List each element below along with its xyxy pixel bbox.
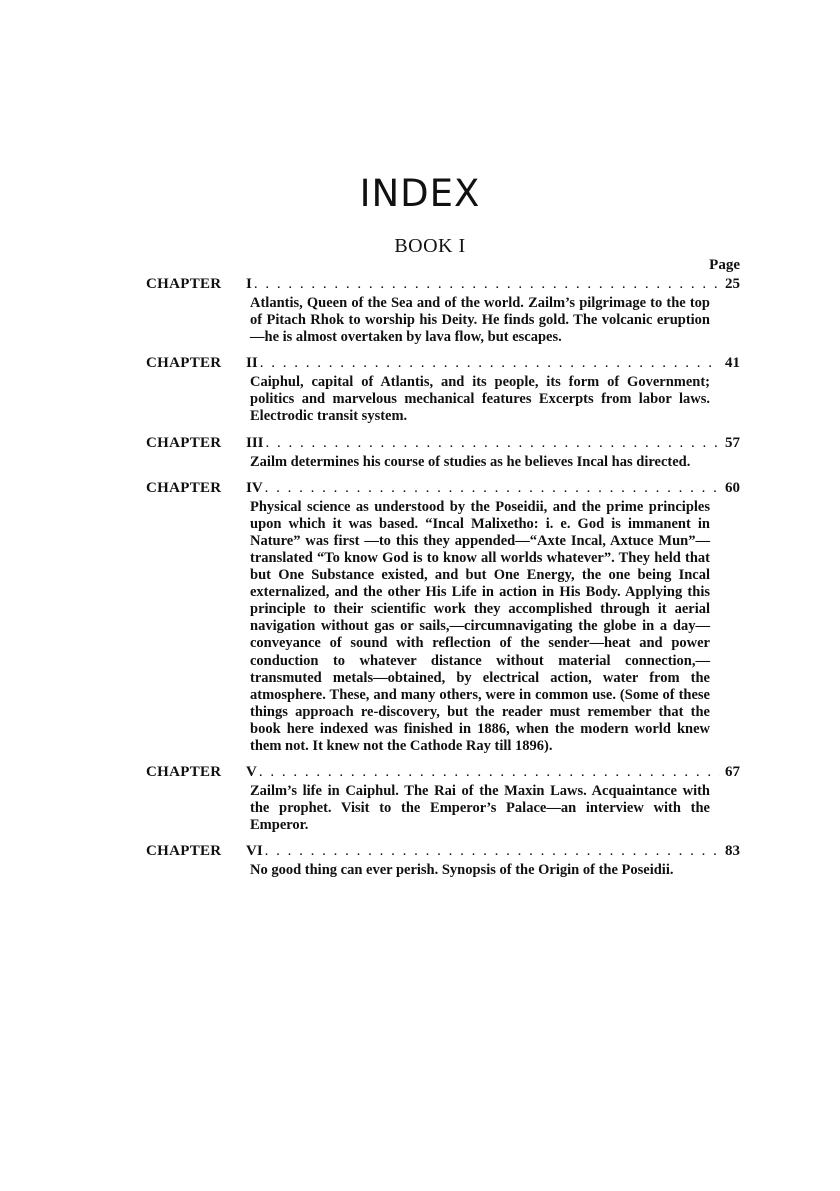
chapter-synopsis: No good thing can ever perish. Synopsis of the Origin of the Poseidii. [250,862,674,879]
chapter-synopsis: Atlantis, Queen of the Sea and of the world. Zailm’s pilgrimage to the top of Pitach Rhok to worship his Deity. He finds gold. The volcanic eruption—he is almost overtaken by lava flow, but escapes. [250,295,710,346]
chapter-heading-row [146,479,740,497]
chapter-number: III [246,434,264,451]
chapter-number: V [246,764,257,781]
chapter-word: CHAPTER [146,479,222,496]
dot-leader [265,479,720,497]
chapter-entry-3 [146,434,740,471]
dot-leader [254,275,720,293]
chapter-page-number: 67 [725,764,740,781]
table-of-contents [146,275,740,887]
dot-leader [265,842,720,860]
chapter-heading-row [146,763,740,781]
chapter-synopsis: Zailm’s life in Caiphul. The Rai of the Maxin Laws. Acquaintance with the prophet. Visit to the Emperor’s Palace—an interview with the Emperor. [250,783,710,834]
chapter-heading-row [146,354,740,372]
chapter-word: CHAPTER [146,355,222,372]
chapter-page-number: 41 [725,355,740,372]
book-heading: BOOK I [394,235,466,257]
chapter-word: CHAPTER [146,764,222,781]
chapter-page-number: 83 [725,843,740,860]
chapter-synopsis: Zailm determines his course of studies as he believes Incal has directed. [250,453,691,470]
chapter-heading-row [146,842,740,860]
chapter-page-number: 60 [725,479,740,496]
chapter-word: CHAPTER [146,843,222,860]
chapter-synopsis: Caiphul, capital of Atlantis, and its people, its form of Government; politics and marvelous mechanical features Excerpts from labor laws. Electrodic transit system. [250,374,710,425]
chapter-number: VI [246,843,263,860]
page-column-label: Page [709,257,740,273]
chapter-heading-row [146,275,740,293]
chapter-page-number: 57 [725,434,740,451]
chapter-entry-4 [146,479,740,755]
chapter-word: CHAPTER [146,276,222,292]
chapter-entry-2 [146,354,740,425]
chapter-entry-6 [146,842,740,879]
chapter-entry-5 [146,763,740,834]
chapter-entry-1 [146,275,740,346]
dot-leader [266,434,720,452]
chapter-synopsis: Physical science as understood by the Poseidii, and the prime principles upon which it was based. “Incal Malixetho: i. e. God is immanent in Nature” was first —to this they appended—“Axte Incal, Axtuce Mun”—translated “To know God is to know all worlds whatever”. They held that but One Substance existed, and but One Energy, the one being Incal externalized, and the other His Life in action in His Body. Applying this principle to their scientific work they accomplished through it aerial navigation without gas or sails,—circumnavigating the globe in a day—conveyance of sound with reflection of the sender—heat and power conduction to whatever distance without material connection,—transmuted metals—obtained, by electrical action, water from the atmosphere. These, and many others, were in common use. (Some of these things approach re-discovery, but the reader must remember that the book here indexed was finished in 1886, when the modern world knew them not. It knew not the Cathode Ray till 1896). [250,498,710,754]
chapter-number: I [246,276,252,292]
chapter-page-number: 25 [725,276,740,292]
chapter-number: II [246,355,258,372]
chapter-word: CHAPTER [146,434,222,451]
chapter-heading-row [146,434,740,452]
dot-leader [260,354,720,372]
page-title: INDEX [359,172,481,215]
chapter-number: IV [246,479,263,496]
dot-leader [259,763,720,781]
